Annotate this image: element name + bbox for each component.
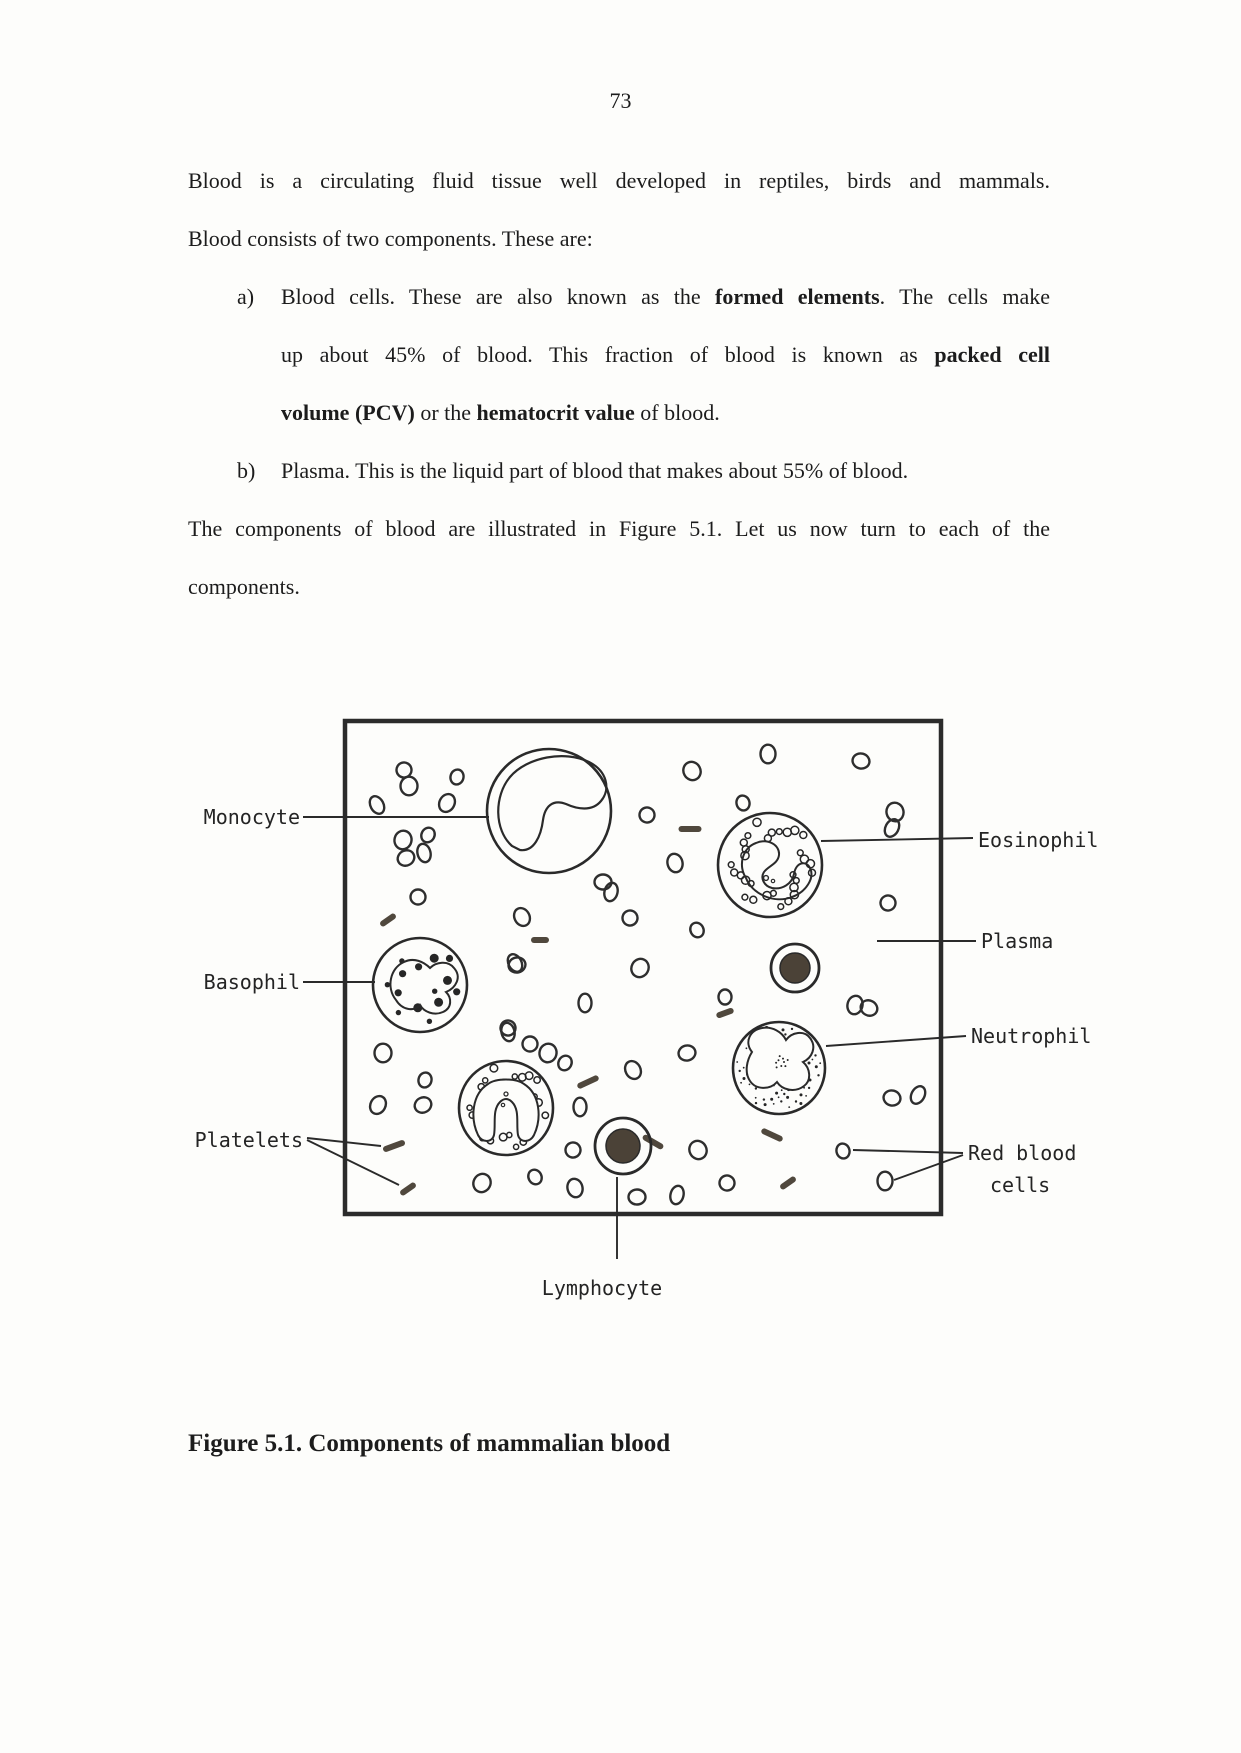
red-blood-cell (565, 1177, 584, 1199)
platelet (679, 826, 702, 832)
red-blood-cell (436, 791, 458, 814)
red-blood-cell (677, 1044, 697, 1063)
figure-caption: Figure 5.1. Components of mammalian blood (188, 1430, 671, 1457)
neutrophil-cell (733, 1022, 825, 1114)
body-line: a) Blood cells. These are also known as the formed elements. The cells make (188, 268, 1050, 326)
body-line: up about 45% of blood. This fraction of blood is known as packed cell (281, 342, 1050, 367)
red-blood-cell (882, 1089, 902, 1108)
red-blood-cell (878, 1172, 893, 1191)
red-blood-cell (735, 794, 751, 812)
body-line: volume (PCV) or the hematocrit value of blood. (281, 400, 720, 425)
red-blood-cell (579, 994, 592, 1013)
red-blood-cells-label-line2: cells (990, 1173, 1051, 1197)
platelet (576, 1074, 599, 1089)
body-line: components. (188, 574, 300, 599)
red-blood-cell (412, 1094, 434, 1115)
dark-cell (771, 944, 819, 992)
neutrophil-leader-line (826, 1036, 966, 1046)
platelets-label: Platelets (194, 1128, 303, 1152)
red-blood-cell (628, 956, 652, 980)
red-blood-cell (375, 1044, 392, 1063)
red-blood-cell (717, 1173, 737, 1193)
figure-frame (345, 721, 941, 1214)
red-blood-cell (367, 794, 387, 817)
red-blood-cell (395, 847, 417, 868)
red-blood-cell (668, 1184, 685, 1205)
monocyte-cell (487, 749, 611, 873)
red-blood-cell (835, 1142, 851, 1160)
red-blood-cell (686, 1138, 710, 1162)
neutrophil-label: Neutrophil (971, 1024, 1092, 1048)
red-blood-cell (511, 905, 533, 928)
red-blood-cell (629, 1190, 646, 1205)
plasma-label: Plasma (981, 929, 1054, 953)
red-blood-leader-line-1 (853, 1150, 963, 1153)
red-blood-cell (665, 852, 684, 874)
red-blood-leader-line-2 (894, 1155, 963, 1180)
granulocyte-cell (459, 1061, 553, 1155)
red-blood-cell (878, 893, 898, 913)
platelet (399, 1181, 417, 1196)
body-line: Blood is a circulating fluid tissue well developed in reptiles, birds and mammals. (188, 168, 1050, 193)
red-blood-cell (637, 805, 657, 825)
red-blood-cell (556, 1053, 575, 1072)
basophil-cell (373, 938, 467, 1032)
red-blood-cell (401, 777, 418, 796)
red-blood-cell (761, 745, 776, 764)
platelet (382, 1139, 406, 1153)
basophil-label: Basophil (203, 970, 300, 994)
list-marker: a) (237, 284, 255, 309)
red-blood-cells-label-line1: Red blood (968, 1141, 1077, 1165)
red-blood-cell (417, 1071, 433, 1089)
platelet (760, 1127, 783, 1142)
platelet (531, 937, 549, 943)
red-blood-cell (449, 768, 465, 786)
red-blood-cell (526, 1167, 545, 1186)
platelet (716, 1007, 735, 1019)
eosinophil-label: Eosinophil (978, 828, 1099, 852)
lymphocyte-cell (595, 1118, 651, 1174)
body-line: The components of blood are illustrated in Figure 5.1. Let us now turn to each of the (188, 516, 1050, 541)
page-number: 73 (609, 88, 632, 113)
monocyte-label: Monocyte (203, 805, 300, 829)
red-blood-cell (574, 1098, 587, 1117)
red-blood-cell (719, 990, 732, 1005)
red-blood-cell (419, 825, 438, 844)
platelet (642, 1134, 665, 1151)
red-blood-cell (908, 1084, 928, 1107)
red-blood-cell (688, 920, 707, 939)
red-blood-cell (393, 829, 414, 851)
platelet (379, 912, 397, 927)
red-blood-cell (621, 909, 639, 927)
lymphocyte-label: Lymphocyte (541, 1276, 663, 1300)
red-blood-cell (538, 1042, 559, 1064)
red-blood-cell (595, 875, 612, 890)
red-blood-cell (622, 1058, 644, 1081)
red-blood-cell (564, 1141, 582, 1159)
red-blood-cell (367, 1093, 389, 1116)
body-line: Blood consists of two components. These are: (188, 226, 593, 251)
red-blood-cell (411, 890, 426, 905)
eosinophil-cell (718, 813, 822, 917)
red-blood-cell (851, 752, 871, 771)
body-line: b) Plasma. This is the liquid part of blood that makes about 55% of blood. (188, 442, 1050, 500)
red-blood-cell (415, 842, 432, 863)
red-blood-cell (680, 759, 704, 783)
red-blood-cell (523, 1037, 538, 1052)
red-blood-cell (470, 1171, 494, 1195)
eosinophil-leader-line (821, 838, 973, 841)
list-marker: b) (237, 458, 256, 483)
platelet (779, 1175, 797, 1190)
